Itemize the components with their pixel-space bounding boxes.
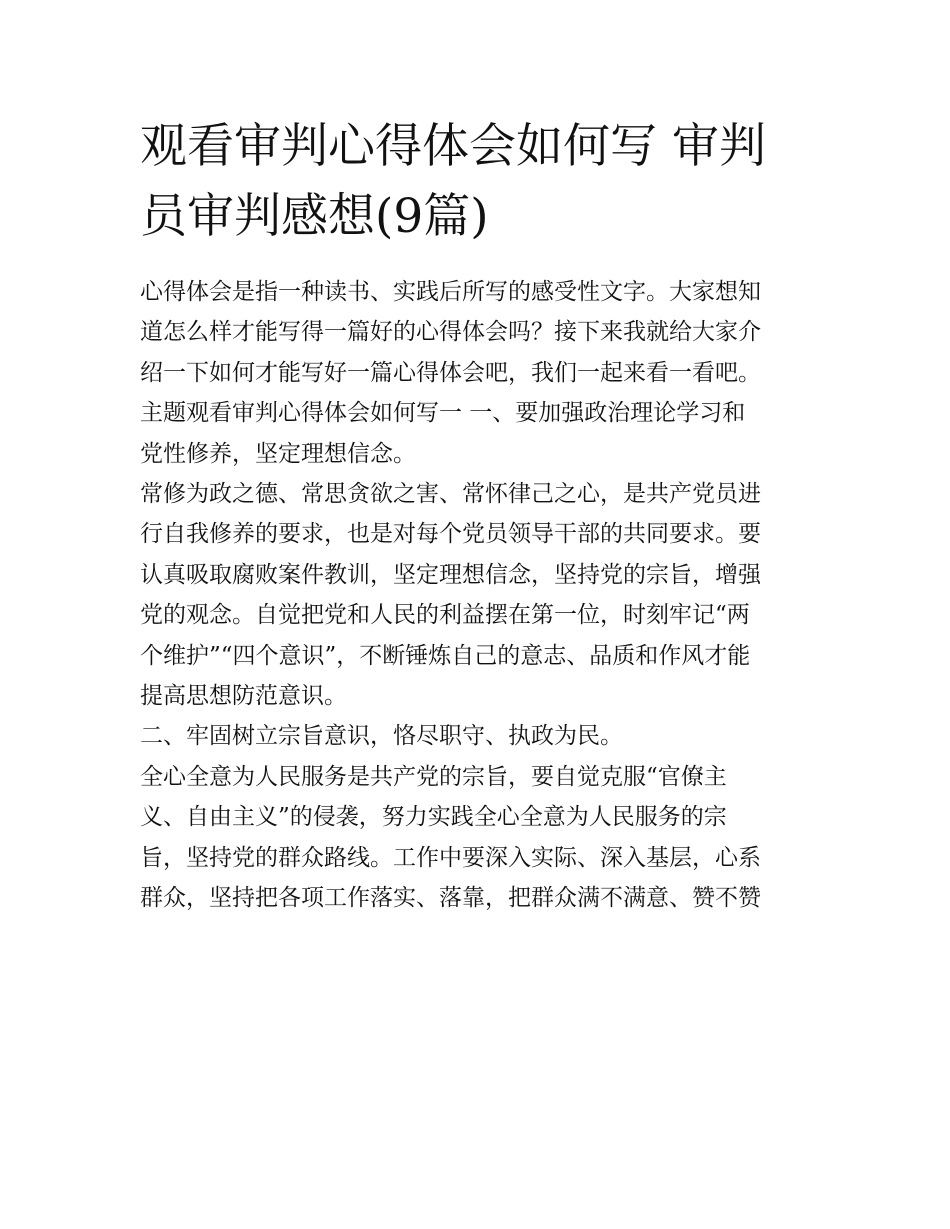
- document-title: [140, 112, 812, 252]
- text-line: 党性修养，坚定理想信念。: [140, 440, 416, 467]
- text-line: 个维护”“四个意识”，不断锤炼自己的意志、品质和作风才能: [140, 642, 751, 669]
- text-line: 党的观念。自觉把党和人民的利益摆在第一位，时刻牢记“两: [140, 602, 750, 629]
- paragraph-intro: [140, 272, 812, 393]
- text-line: 全心全意为人民服务是共产党的宗旨，要自觉克服“官僚主: [140, 763, 727, 790]
- paragraph-section-one: [140, 393, 812, 474]
- text-line: 二、牢固树立宗旨意识，恪尽职守、执政为民。: [140, 723, 623, 750]
- text-line: 旨，坚持党的群众路线。工作中要深入实际、深入基层，心系: [140, 844, 761, 871]
- title-line: 观看审判心得体会如何写 审判: [140, 119, 766, 174]
- document-page: [140, 112, 812, 919]
- text-line: 群众，坚持把各项工作落实、落靠，把群众满不满意、赞不赞: [140, 885, 761, 912]
- paragraph-section-two-heading: [140, 716, 812, 756]
- text-line: 义、自由主义”的侵袭，努力实践全心全意为人民服务的宗: [140, 804, 727, 831]
- text-line: 心得体会是指一种读书、实践后所写的感受性文字。大家想知: [140, 279, 761, 305]
- text-line: 道怎么样才能写得一篇好的心得体会吗？接下来我就给大家介: [140, 319, 761, 346]
- paragraph-section-two-body: [140, 757, 812, 919]
- text-line: 提高思想防范意识。: [140, 683, 347, 710]
- text-line: 绍一下如何才能写好一篇心得体会吧，我们一起来看一看吧。: [140, 359, 761, 386]
- text-line: 行自我修养的要求，也是对每个党员领导干部的共同要求。要: [140, 521, 761, 548]
- text-line: 常修为政之德、常思贪欲之害、常怀律己之心，是共产党员进: [140, 481, 761, 508]
- paragraph-section-one-body: [140, 474, 812, 716]
- text-line: 主题观看审判心得体会如何写一 一、要加强政治理论学习和: [140, 400, 746, 427]
- title-line: 员审判感想(9篇): [140, 189, 489, 244]
- text-line: 认真吸取腐败案件教训，坚定理想信念，坚持党的宗旨，增强: [140, 561, 761, 588]
